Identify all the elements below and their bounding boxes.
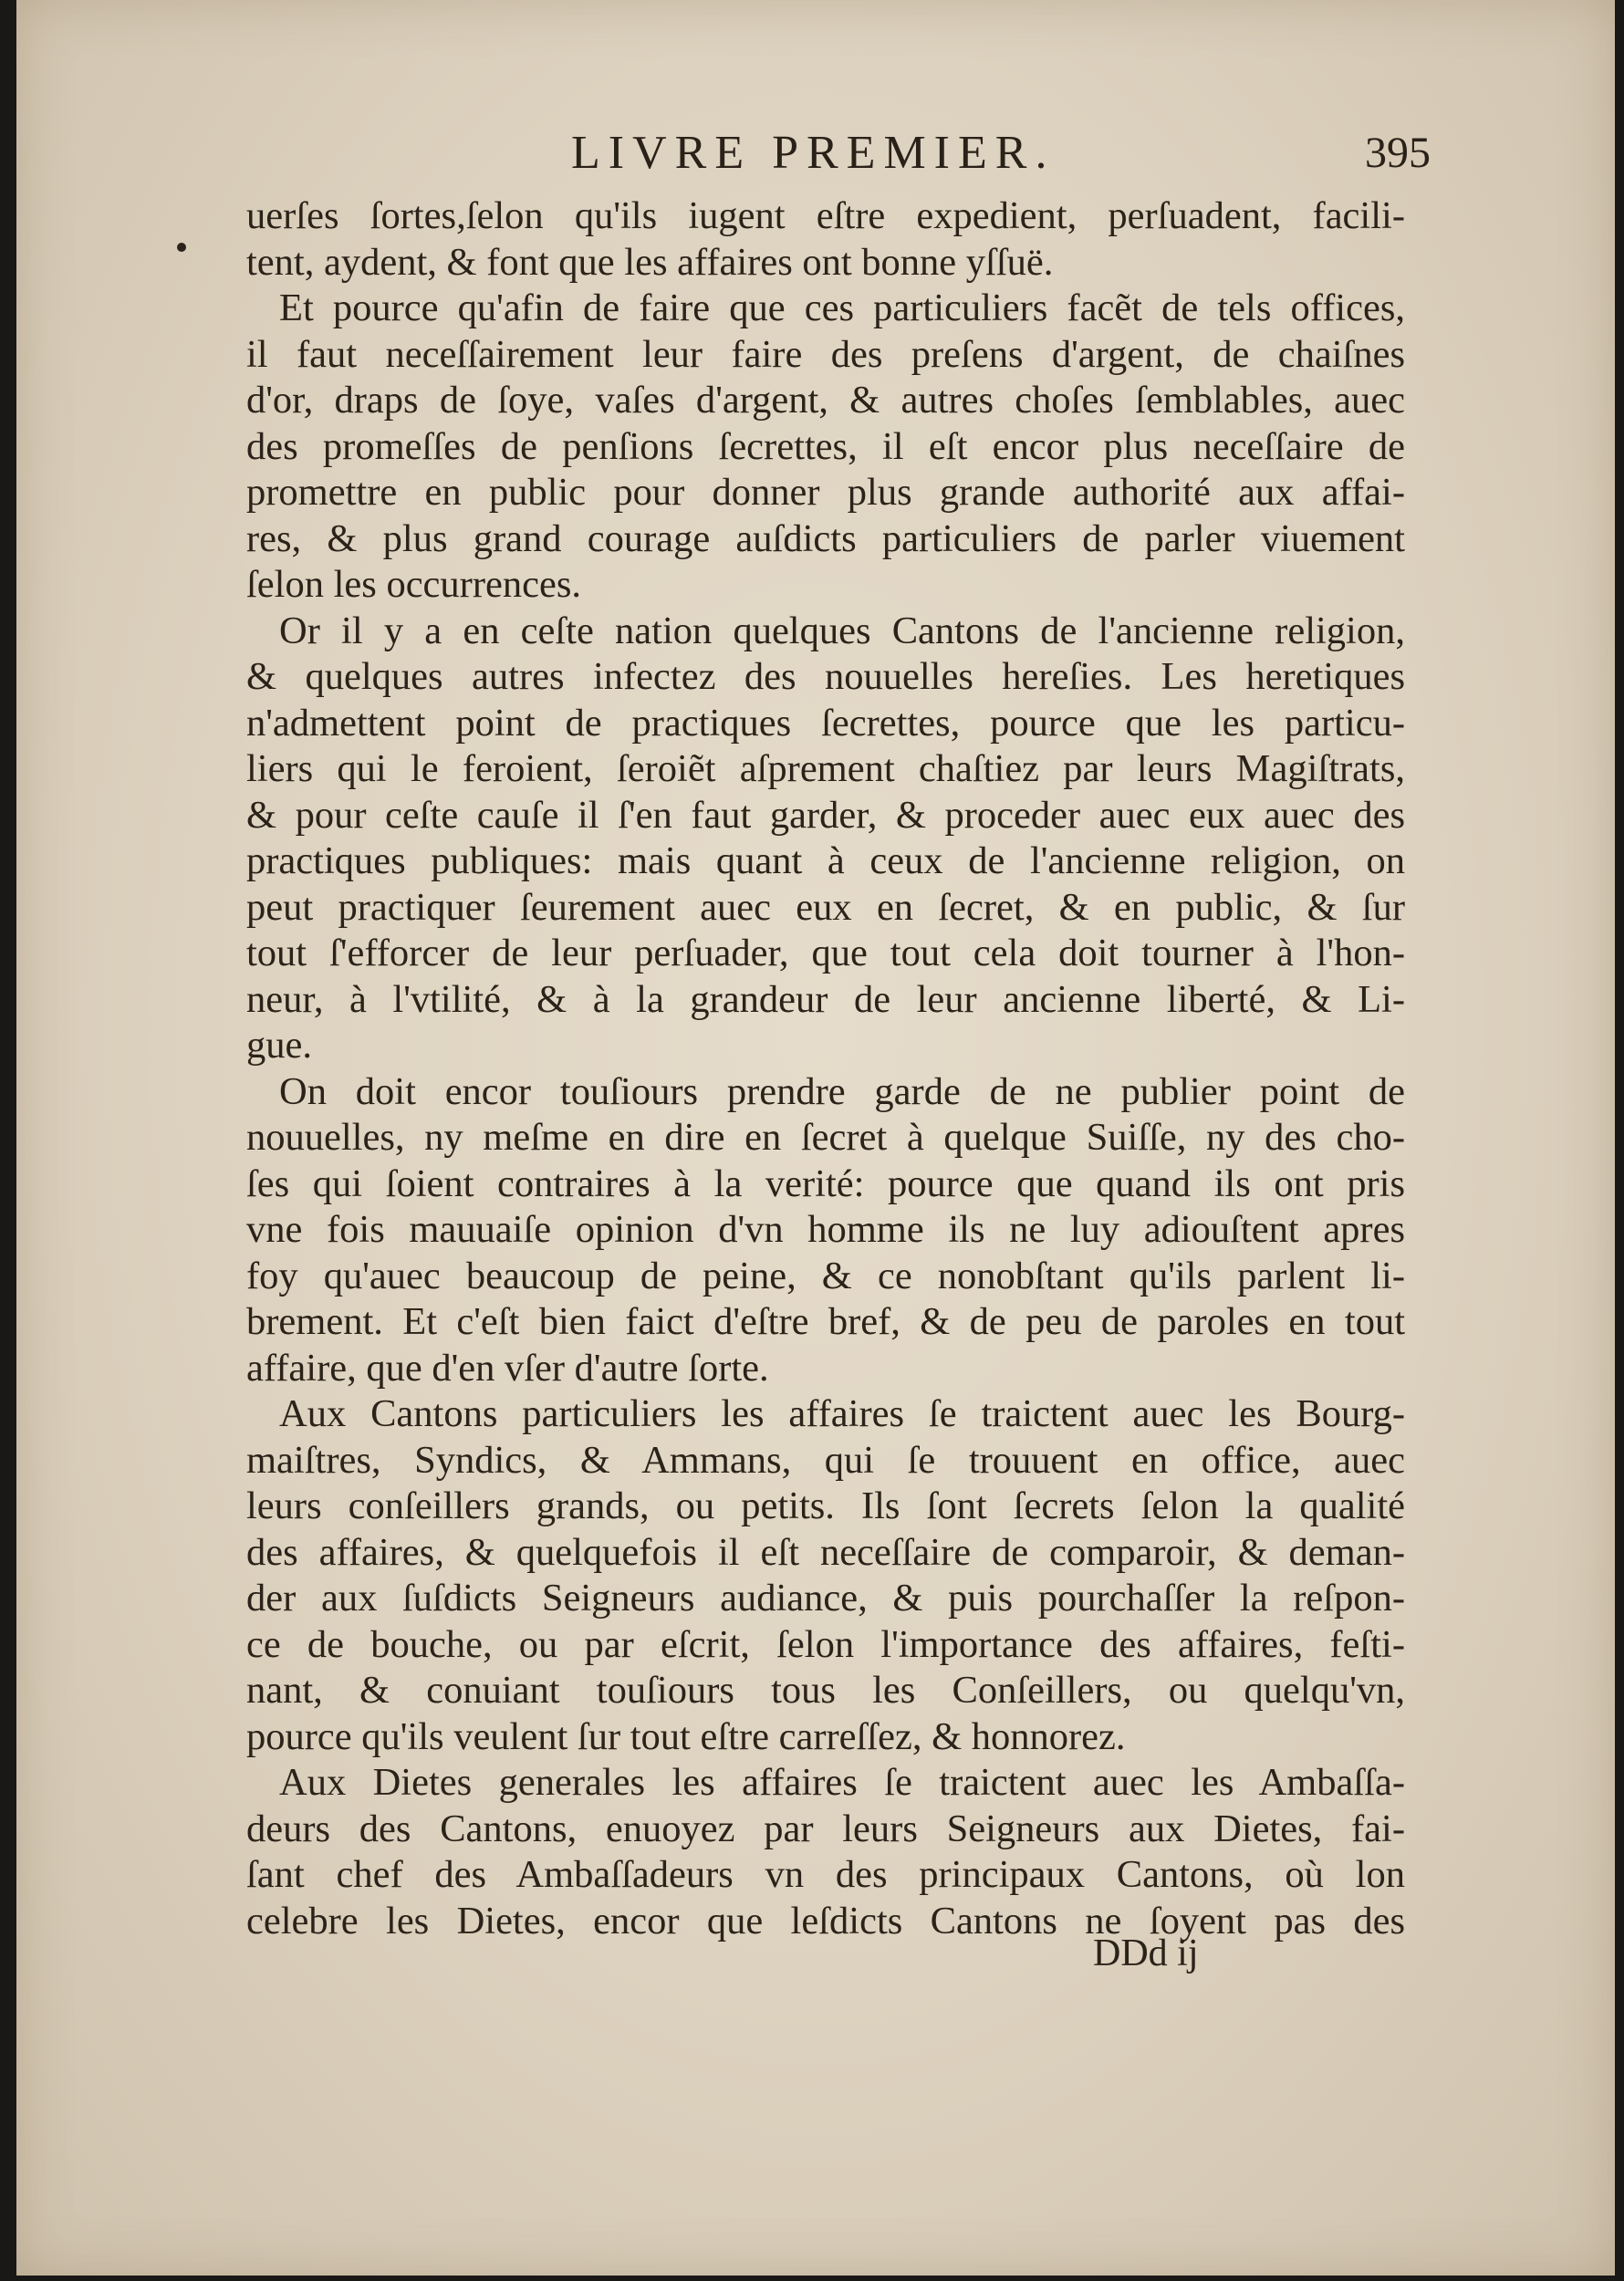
body-text xyxy=(246,193,1405,1944)
text-line: celebre les Dietes, encor que leſdicts Cantons ne ſoyent pas des xyxy=(246,1899,1405,1942)
text-line: On doit encor touſiours prendre garde de ne publier point de xyxy=(279,1069,1405,1113)
text-line: neur, à l'vtilité, & à la grandeur de leur ancienne liberté, & Li- xyxy=(246,977,1405,1021)
signature-mark: DDd ij xyxy=(1093,1932,1199,1974)
text-line: Et pource qu'afin de faire que ces particuliers facẽt de tels offices, xyxy=(279,286,1405,329)
text-line: des affaires, & quelquefois il eſt neceſſaire de comparoir, & deman- xyxy=(246,1530,1405,1574)
text-line: pource qu'ils veulent ſur tout eſtre carreſſez, & honnorez. xyxy=(246,1714,1126,1758)
text-line: gue. xyxy=(246,1024,312,1067)
text-line: ce de bouche, ou par eſcrit, ſelon l'importance des affaires, feſti- xyxy=(246,1622,1405,1666)
text-line: & pour ceſte cauſe il ſ'en faut garder, & proceder auec eux auec des xyxy=(246,793,1405,837)
text-line: vne fois mauuaiſe opinion d'vn homme ils ne luy adiouſtent apres xyxy=(246,1208,1405,1251)
text-line: tent, aydent, & font que les affaires ont bonne yſſuë. xyxy=(246,240,1054,284)
text-line: maiſtres, Syndics, & Ammans, qui ſe trouuent en office, auec xyxy=(246,1438,1405,1482)
text-line: Aux Cantons particuliers les affaires ſe traictent auec les Bourg- xyxy=(279,1392,1405,1435)
text-line: Aux Dietes generales les affaires ſe traictent auec les Ambaſſa- xyxy=(279,1761,1405,1804)
text-line: il faut neceſſairement leur faire des preſens d'argent, de chaiſnes xyxy=(246,332,1405,376)
text-line: promettre en public pour donner plus grande authorité aux affai- xyxy=(246,471,1405,514)
text-line: ſes qui ſoient contraires à la verité: pource que quand ils ont pris xyxy=(246,1161,1405,1205)
text-line: n'admettent point de practiques ſecrettes, pource que les particu- xyxy=(246,701,1405,745)
text-line: brement. Et c'eſt bien faict d'eſtre bref, & de peu de paroles en tout xyxy=(246,1300,1405,1343)
text-line: uerſes ſortes,ſelon qu'ils iugent eſtre expedient, perſuadent, facili- xyxy=(246,194,1405,237)
text-line: nouuelles, ny meſme en dire en ſecret à quelque Suiſſe, ny des cho- xyxy=(246,1116,1405,1159)
text-line: ſelon les occurrences. xyxy=(246,563,581,606)
text-line: des promeſſes de penſions ſecrettes, il eſt encor plus neceſſaire de xyxy=(246,424,1405,468)
text-line: practiques publiques: mais quant à ceux de l'ancienne religion, on xyxy=(246,839,1405,882)
text-line: deurs des Cantons, enuoyez par leurs Seigneurs aux Dietes, fai- xyxy=(246,1807,1405,1850)
text-line: leurs conſeillers grands, ou petits. Ils ſont ſecrets ſelon la qualité xyxy=(246,1484,1405,1527)
text-line: tout ſ'efforcer de leur perſuader, que tout cela doit tourner à l'hon- xyxy=(246,932,1405,974)
text-line: der aux ſuſdicts Seigneurs audiance, & puis pourchaſſer la reſpon- xyxy=(246,1577,1405,1620)
text-line: affaire, que d'en vſer d'autre ſorte. xyxy=(246,1346,769,1390)
text-line: nant, & conuiant touſiours tous les Conſeillers, ou quelqu'vn, xyxy=(246,1669,1405,1712)
text-line: foy qu'auec beaucoup de peine, & ce nonobſtant qu'ils parlent li- xyxy=(246,1254,1405,1297)
text-line: liers qui le feroient, ſeroiẽt aſprement chaſtiez par leurs Magiſtrats, xyxy=(246,747,1405,790)
page-number: 395 xyxy=(1365,129,1431,177)
text-line: ſant chef des Ambaſſadeurs vn des principaux Cantons, où lon xyxy=(246,1853,1405,1896)
ink-spot xyxy=(177,243,186,252)
text-line: peut practiquer ſeurement auec eux en ſecret, & en public, & ſur xyxy=(246,885,1405,929)
text-line: res, & plus grand courage auſdicts particuliers de parler viuement xyxy=(246,516,1405,560)
text-line: d'or, draps de ſoye, vaſes d'argent, & autres choſes ſemblables, auec xyxy=(246,379,1405,422)
book-page xyxy=(16,0,1615,2276)
text-line: & quelques autres infectez des nouuelles hereſies. Les heretiques xyxy=(246,655,1405,698)
running-head xyxy=(16,117,1615,190)
text-line: Or il y a en ceſte nation quelques Cantons de l'ancienne religion, xyxy=(279,609,1405,652)
running-title: LIVRE PREMIER. xyxy=(571,127,1056,179)
